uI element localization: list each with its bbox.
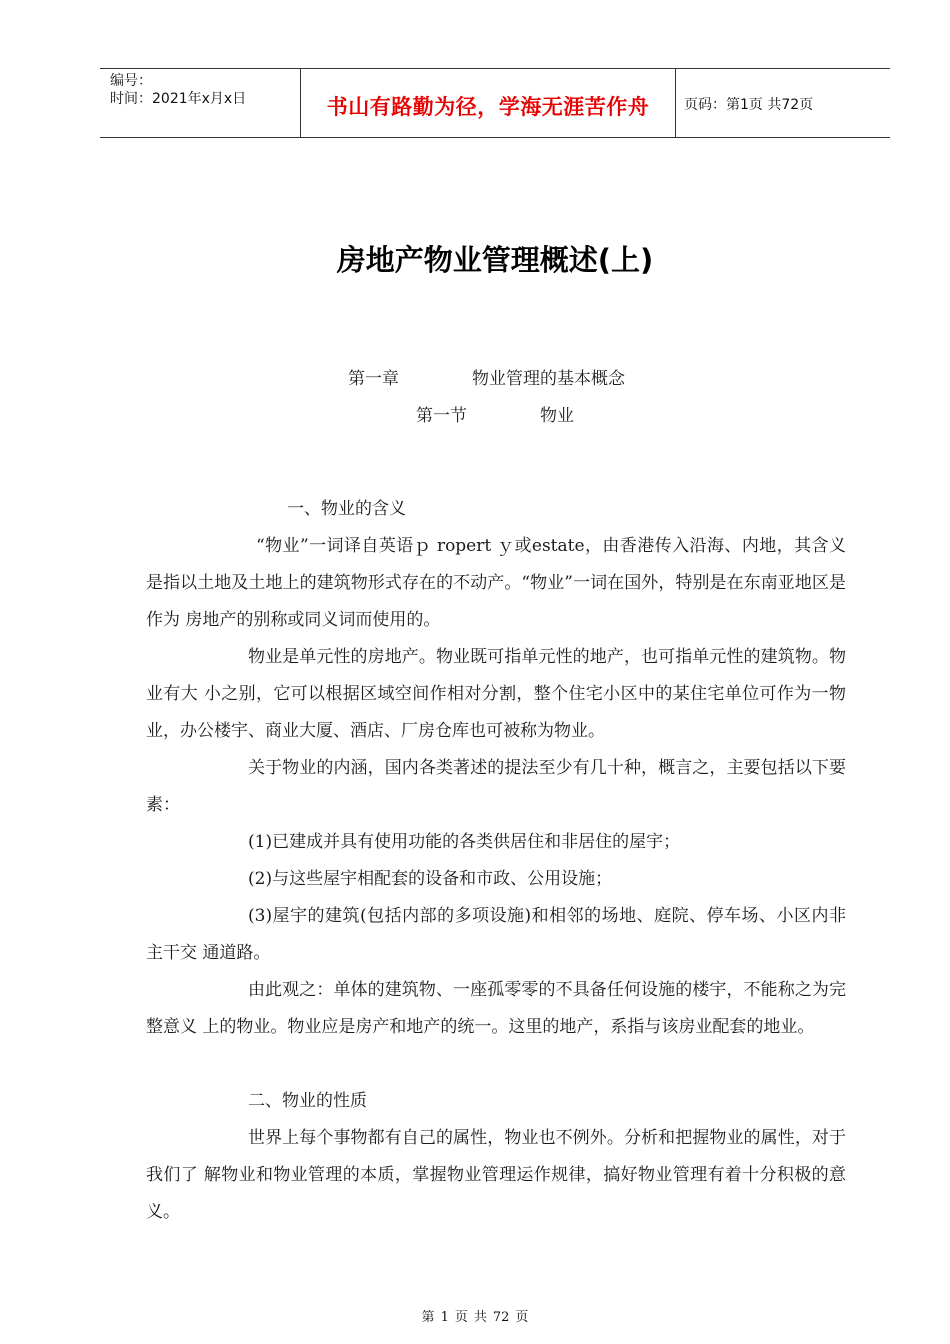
- footer-total-pages: 72: [492, 1310, 510, 1325]
- footer-page-number: 1: [440, 1310, 449, 1325]
- header-page-cell: [675, 69, 890, 137]
- footer-text: 第: [421, 1310, 435, 1325]
- heading-meaning: 一、物业的含义: [287, 499, 406, 519]
- header-page-code: 页码：第1页 共72页: [684, 97, 814, 113]
- header-table: [100, 68, 890, 138]
- paragraph-conclusion: 由此观之：单体的建筑物、一座孤零零的不具备任何设施的楼宇，不能称之为完整意义 上的物业。物业应是房产和地产的统一。这里的地产，系指与该房业配套的地业。: [146, 980, 846, 1037]
- paragraph-connotation: 关于物业的内涵，国内各类著述的提法至少有几十种，概言之，主要包括以下要素：: [146, 758, 846, 815]
- chapter-title: 物业管理的基本概念: [472, 369, 625, 389]
- section-label: 第一节: [416, 406, 467, 426]
- document-time-label: 时间：2021年x月x日: [110, 91, 247, 107]
- header-info-cell: [100, 69, 300, 137]
- footer-text: 页: [454, 1310, 468, 1325]
- heading-nature: 二、物业的性质: [248, 1091, 367, 1111]
- list-item-buildings: (1)已建成并具有使用功能的各类供居住和非居住的屋宇；: [248, 832, 681, 852]
- list-item-facilities: (2)与这些屋宇相配套的设备和市政、公用设施；: [248, 869, 613, 889]
- paragraph-definition: “物业”一词译自英语ｐ ropert ｙ或estate，由香港传入沿海、内地，其含义是指以土地及土地上的建筑物形式存在的不动产。“物业”一词在国外，特别是在东南亚地区是作为 房地产的别称或同义词而使用的。: [146, 536, 846, 630]
- document-title: 房地产物业管理概述(上): [336, 243, 654, 277]
- paragraph-unit-property: 物业是单元性的房地产。物业既可指单元性的地产，也可指单元性的建筑物。物业有大 小之别，它可以根据区域空间作相对分割，整个住宅小区中的某住宅单位可作为一物业，办公楼宇、商业大厦、酒店、厂房仓库也可被称为物业。: [146, 647, 846, 741]
- chapter-label: 第一章: [348, 369, 399, 389]
- header-motto: 书山有路勤为径，学海无涯苦作舟: [326, 95, 650, 119]
- paragraph-attributes: 世界上每个事物都有自己的属性，物业也不例外。分析和把握物业的属性，对于我们了 解物业和物业管理的本质，掌握物业管理运作规律，搞好物业管理有着十分积极的意义。: [146, 1128, 846, 1222]
- page-footer: [0, 1306, 950, 1325]
- list-item-grounds: (3)屋宇的建筑(包括内部的多项设施)和相邻的场地、庭院、停车场、小区内非主干交 通道路。: [146, 906, 846, 963]
- section-title: 物业: [540, 406, 574, 426]
- footer-text: 页: [515, 1310, 529, 1325]
- document-number-label: 编号：: [110, 73, 152, 89]
- footer-text: 共: [473, 1310, 487, 1325]
- header-motto-cell: [300, 69, 676, 137]
